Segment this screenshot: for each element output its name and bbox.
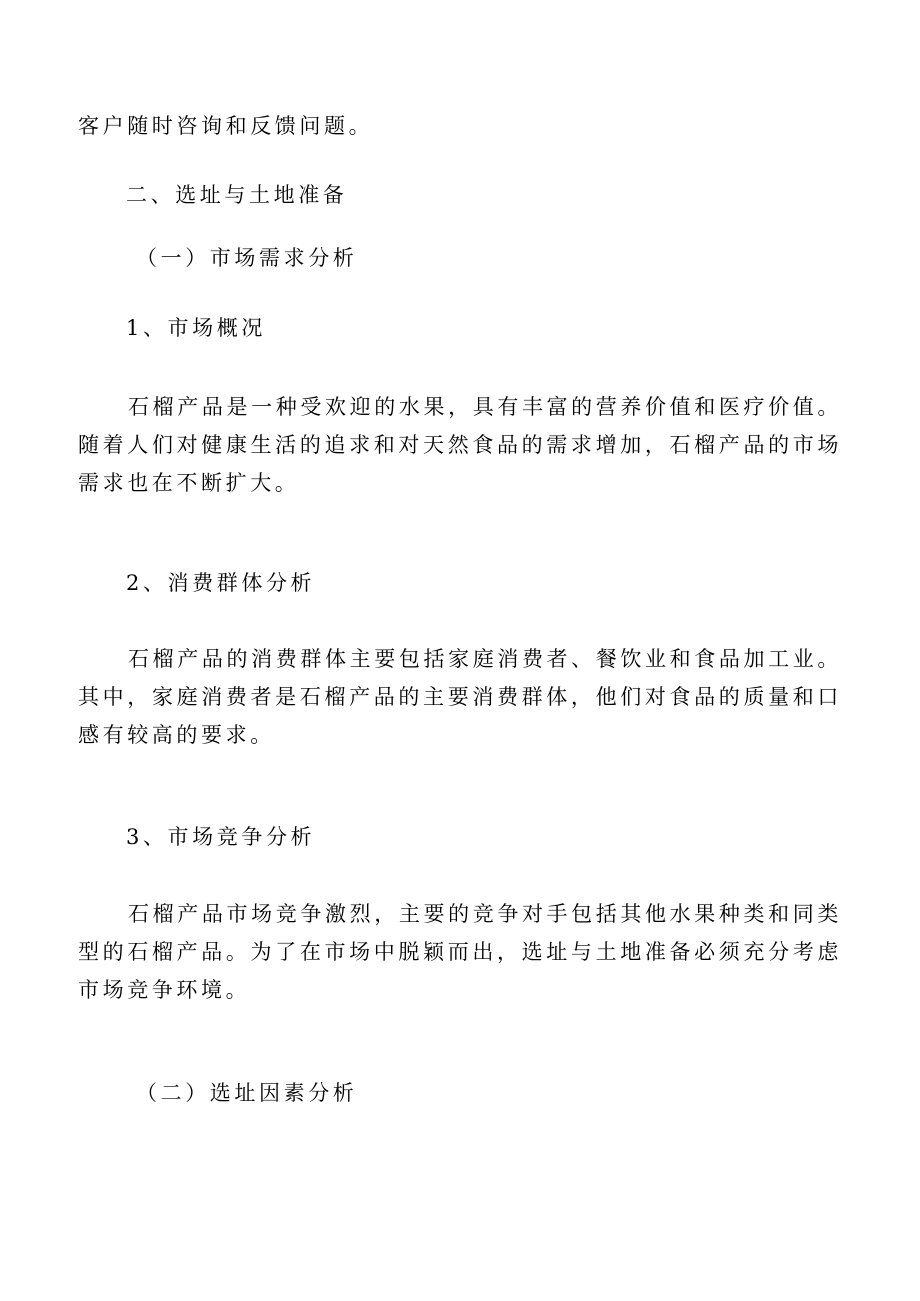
item-heading-market-competition: 3、市场竞争分析 [126,825,316,849]
paragraph-market-overview: 石榴产品是一种受欢迎的水果，具有丰富的营养价值和医疗价值。随着人们对健康生活的追求和对天然食品的需求增加，石榴产品的市场需求也在不断扩大。 [78,395,842,495]
item-heading-market-overview: 1、市场概况 [126,316,266,340]
item-heading-consumer-groups: 2、消费群体分析 [126,571,316,595]
subsection-heading-site-factors: （二）选址因素分析 [136,1081,358,1105]
paragraph-market-competition: 石榴产品市场竞争激烈，主要的竞争对手包括其他水果种类和同类型的石榴产品。为了在市场中脱颖而出，选址与土地准备必须充分考虑市场竞争环境。 [78,902,842,1002]
section-heading: 二、选址与土地准备 [126,183,348,207]
continuation-text: 客户随时咨询和反馈问题。 [78,114,374,138]
paragraph-consumer-groups: 石榴产品的消费群体主要包括家庭消费者、餐饮业和食品加工业。其中，家庭消费者是石榴产品的主要消费群体，他们对食品的质量和口感有较高的要求。 [78,647,842,747]
subsection-heading-market-demand: （一）市场需求分析 [136,246,358,270]
